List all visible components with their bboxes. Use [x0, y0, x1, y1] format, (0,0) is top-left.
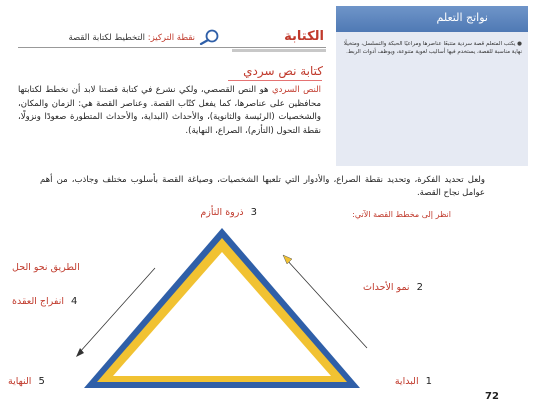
label-rise-number: 2: [416, 282, 423, 293]
section-title: كتابة نص سردي: [243, 64, 323, 78]
label-release-text: انفراج العقدة: [12, 296, 65, 307]
story-triangle-inner: [113, 252, 331, 376]
label-rise: [363, 282, 427, 293]
label-start-number: 1: [425, 376, 432, 387]
focus-point-label: نقطة التركيز:: [147, 33, 195, 43]
label-peak-number: 3: [250, 207, 257, 218]
arrow-up-right-icon: [283, 255, 292, 264]
learning-outcomes-title: نواتج التعلم: [436, 11, 488, 24]
paragraph-body: هو النص القصصي، ولكي نشرع في كتابة قصتنا لابد أن نخطط لكتابتها محافظين على عناصرها، كما يفعل كتّاب القصة. وعناصر القصة هي: الزمان والمكان، والشخصيات (الرئيسة والثانوية)، والأحداث (البداية، والأحداث المتطورة صعودًا ونزولًا، نقطة التحول (التأزم)، الصراع، النهاية).: [18, 85, 321, 136]
diagram-instruction: انظر إلى مخطط القصة الآتي:: [352, 210, 451, 219]
paragraph-lead-term: النص السردي: [271, 85, 322, 95]
learning-outcomes-bullet: يكتب المتعلم قصة سردية متتبعًا عناصرها ومراعيًا الحبكة والتسلسل، ومتخيلًا نهاية مناسبة للقصة، يستخدم فيها أساليب لغوية متنوعة، ويوظف أدوات الربط.: [343, 41, 522, 55]
label-start-text: البداية: [394, 376, 419, 387]
label-end-text: النهاية: [8, 376, 32, 387]
section-heading-writing: الكتابة: [284, 29, 324, 44]
label-release-number: 4: [71, 296, 78, 307]
label-end: [8, 376, 49, 387]
bullet-dot: ●: [515, 41, 522, 47]
paragraph-story-success: ولعل تحديد الفكرة، وتحديد نقطة الصراع، والأدوار التي تلعبها الشخصيات، وصياغة القصة بأسلوب مختلف وجاذب، من أهم عوامل نجاح القصة.: [40, 175, 485, 198]
label-peak: [200, 207, 261, 218]
label-release: [12, 296, 81, 307]
label-peak-text: ذروة التأزم: [200, 207, 244, 218]
focus-point-text: التخطيط لكتابة القصة: [68, 33, 146, 43]
page-number: 72: [485, 391, 499, 402]
label-start: [395, 376, 436, 387]
label-rise-text: نمو الأحداث: [363, 282, 410, 293]
label-end-number: 5: [38, 376, 45, 387]
label-road-to-solution: الطريق نحو الحل: [12, 262, 80, 273]
